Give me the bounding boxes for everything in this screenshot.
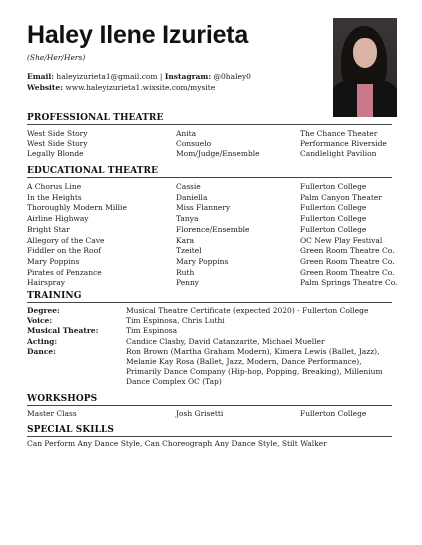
credit-row [27,149,397,159]
instagram-label: Instagram [164,72,209,81]
credit-show: Mary Poppins [27,256,80,266]
credit-show: Hairspray [27,278,65,288]
credit-venue: Green Room Theatre Co. [300,256,395,266]
credit-venue: Green Room Theatre Co. [300,267,395,277]
credit-role: Penny [176,278,200,288]
credit-venue: Fullerton College [300,214,367,224]
credit-role: Kara [176,235,195,245]
credit-venue: The Chance Theater [300,129,378,138]
credit-row [27,214,397,224]
training-label: Acting: [27,337,58,346]
section-divider [27,124,392,125]
credit-show: Master Class [27,409,77,418]
credit-row [27,182,397,192]
credit-role: Miss Flannery [176,203,231,213]
credit-show: Airline Highway [27,214,89,224]
credit-role: Cassie [176,182,201,191]
actor-name: Haley Ilene Izurieta [27,21,249,49]
credit-show: Thoroughly Modern Millie [27,203,127,213]
credit-venue: Fullerton College [300,203,367,213]
contact-separator: | [159,72,163,81]
credit-row [27,409,397,419]
special-skills-text: Can Perform Any Dance Style, Can Choreograph Any Dance Style, Stilt Walker [27,439,327,448]
credit-row [27,193,397,203]
section-title-educational: EDUCATIONAL THEATRE [27,166,159,176]
credit-role: Josh Grisetti [176,409,224,418]
training-value: Musical Theatre Certificate (expected 2020) - Fullerton College [126,306,369,315]
credit-row [27,268,397,278]
pronouns: (She/Her/Hers) [27,53,86,62]
training-value: Tim Espinosa [126,326,178,335]
credit-row [27,139,397,149]
credit-show: West Side Story [27,129,88,138]
credit-row [27,246,397,256]
training-label: Musical Theatre: [27,326,99,335]
email-label: Email [27,72,52,81]
headshot-photo [333,18,397,117]
section-divider [27,302,392,303]
credit-show: In the Heights [27,192,82,202]
credit-venue: Palm Canyon Theater [300,192,382,202]
credit-role: Mom/Judge/Ensemble [176,149,260,158]
section-title-skills: SPECIAL SKILLS [27,425,115,435]
credit-role: Ruth [176,267,195,277]
instagram-value[interactable]: @0haley0 [213,72,251,81]
training-value: Ron Brown (Martha Graham Modern), Kimera Lewis (Ballet, Jazz), Melanie Kay Rosa (Ballet, Jazz, Modern, Dance Performance), Primarily Dance Company (Hip-hop, Popping, Breaking), Millenium Dance Complex OC (Tap) [126,347,383,386]
section-title-workshops: WORKSHOPS [27,394,98,404]
credit-row [27,257,397,267]
credit-venue: Performance Riverside [300,139,387,148]
credit-show: Fiddler on the Roof [27,246,101,256]
credit-row [27,203,397,213]
contact-line-website: Website: www.haleyizurieta1.wixsite.com/mysite [27,83,216,92]
credit-venue: Green Room Theatre Co. [300,246,395,256]
credit-venue: Fullerton College [300,182,367,191]
credit-role: Anita [176,129,197,138]
credit-role: Consuelo [176,139,212,148]
credit-row [27,278,397,288]
credit-role: Tanya [176,214,199,224]
credit-role: Florence/Ensemble [176,224,250,234]
credit-row [27,236,397,246]
credit-venue: Palm Springs Theatre Co. [300,278,398,288]
credit-row [27,225,397,235]
credit-show: Legally Blonde [27,149,84,158]
credit-show: A Chorus Line [27,182,82,191]
training-label: Dance: [27,347,56,356]
credit-venue: Fullerton College [300,409,367,418]
credit-venue: OC New Play Festival [300,235,383,245]
credit-venue: Fullerton College [300,224,367,234]
credit-role: Mary Poppins [176,256,229,266]
training-label: Degree: [27,306,60,315]
training-value: Tim Espinosa, Chris Luthi [126,316,225,325]
section-divider [27,405,392,406]
contact-line-email: Email: haleyizurieta1@gmail.com | Instagram: @0haley0 [27,72,251,81]
credit-show: Allegory of the Cave [27,235,105,245]
section-title-professional: PROFESSIONAL THEATRE [27,113,164,123]
credit-show: West Side Story [27,139,88,148]
section-title-training: TRAINING [27,291,82,301]
training-value: Candice Clasby, David Catanzarite, Michael Mueller [126,337,325,346]
website-value[interactable]: www.haleyizurieta1.wixsite.com/mysite [65,83,216,92]
credit-show: Pirates of Penzance [27,267,102,277]
credit-show: Bright Star [27,224,70,234]
training-label: Voice: [27,316,53,325]
credit-row [27,129,397,139]
credit-venue: Candlelight Pavilion [300,149,377,158]
section-divider [27,436,392,437]
section-divider [27,177,392,178]
website-label: Website [27,83,61,92]
email-value[interactable]: haleyizurieta1@gmail.com [56,72,158,81]
credit-role: Daniella [176,192,208,202]
credit-role: Tzeitel [176,246,202,256]
